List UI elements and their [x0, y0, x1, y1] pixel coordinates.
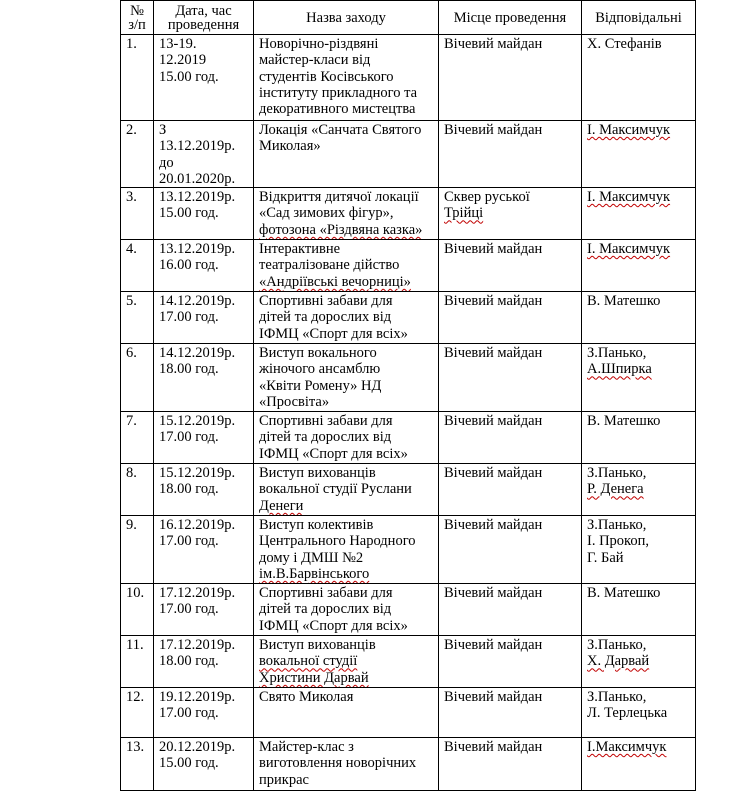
- table-row: [121, 188, 696, 240]
- cell-num: 7.: [121, 412, 154, 464]
- cell-num: 3.: [121, 188, 154, 240]
- cell-resp-line: З.Панько,: [587, 689, 647, 706]
- cell-name-line: Свято Миколая: [259, 689, 354, 706]
- table-row: [121, 636, 696, 688]
- cell-place-line: Вічевий майдан: [444, 36, 543, 52]
- cell-date-line: 16.12.2019р.: [159, 517, 236, 534]
- cell-name-line: студентів Косівського: [259, 68, 394, 85]
- cell-name: [254, 35, 439, 121]
- cell-num: 2.: [121, 121, 154, 188]
- cell-date-line: 17.12.2019р.: [159, 637, 236, 654]
- cell-date-line: 13.12.2019р.: [159, 241, 236, 258]
- cell-resp-line: Х. Дарвай: [587, 653, 650, 670]
- cell-name-line: Виступ вокального: [259, 345, 377, 362]
- cell-name: [254, 240, 439, 292]
- cell-place-line: Вічевий майдан: [444, 241, 543, 258]
- cell-name-line: Миколая»: [259, 138, 321, 155]
- cell-name: [254, 516, 439, 584]
- cell-date-line: 17.00 год.: [159, 533, 219, 550]
- cell-name-line: Виступ колективів: [259, 517, 374, 534]
- cell-name-line: «Сад зимових фігур»,: [259, 205, 394, 222]
- cell-name-line: Майстер-клас з: [259, 739, 354, 756]
- cell-place-line: Вічевий майдан: [444, 345, 543, 362]
- cell-name-line: Спортивні забави для: [259, 293, 393, 310]
- cell-place: [439, 464, 582, 516]
- cell-name-line: виготовлення новорічних: [259, 755, 417, 772]
- cell-num: 11.: [121, 636, 154, 688]
- cell-resp-line: І. Максимчук: [587, 189, 671, 206]
- cell-date-line: 16.00 год.: [159, 257, 219, 274]
- events-table: [120, 0, 696, 791]
- cell-num: 6.: [121, 344, 154, 412]
- cell-name-line: Виступ вихованців: [259, 637, 376, 654]
- cell-name-line: «Андріївські вечорниці»: [259, 273, 411, 290]
- cell-place: [439, 35, 582, 121]
- cell-place: [439, 292, 582, 344]
- table-row: [121, 121, 696, 188]
- cell-date: [154, 738, 254, 791]
- cell-place-line: Вічевий майдан: [444, 122, 543, 138]
- cell-name-line: Центрального Народного: [259, 533, 416, 550]
- cell-resp: [582, 292, 696, 344]
- cell-name: [254, 121, 439, 188]
- table-row: [121, 584, 696, 636]
- cell-name-line: фотозона «Різдвяна казка»: [259, 221, 423, 238]
- cell-num: 4.: [121, 240, 154, 292]
- cell-resp-line: З.Панько,: [587, 637, 647, 654]
- cell-resp: [582, 516, 696, 584]
- cell-name-line: ІФМЦ «Спорт для всіх»: [259, 617, 408, 634]
- cell-resp-line: З.Панько,: [587, 465, 647, 482]
- cell-resp: [582, 344, 696, 412]
- cell-place: [439, 584, 582, 636]
- cell-date-line: 17.00 год.: [159, 309, 219, 326]
- table-row: [121, 688, 696, 738]
- table-row: [121, 412, 696, 464]
- cell-resp-line: І. Максимчук: [587, 122, 671, 138]
- cell-place-line: Трійці: [444, 205, 484, 222]
- cell-resp: [582, 688, 696, 738]
- cell-resp: [582, 738, 696, 791]
- cell-num: 5.: [121, 292, 154, 344]
- cell-place-line: Вічевий майдан: [444, 637, 543, 654]
- cell-num: 8.: [121, 464, 154, 516]
- cell-resp-line: З.Панько,: [587, 345, 647, 362]
- cell-name: [254, 688, 439, 738]
- cell-name: [254, 344, 439, 412]
- cell-name-line: Відкриття дитячої локації: [259, 189, 419, 206]
- cell-date-line: 19.12.2019р.: [159, 689, 236, 706]
- cell-name-line: прикрас: [259, 771, 309, 788]
- cell-resp-line: Р. Денега: [587, 481, 644, 498]
- cell-date: [154, 516, 254, 584]
- cell-date-line: 15.00 год.: [159, 68, 219, 85]
- cell-name-line: дітей та дорослих від: [259, 601, 392, 618]
- cell-resp-line: І.Максимчук: [587, 739, 667, 756]
- cell-date-line: 17.00 год.: [159, 601, 219, 618]
- cell-date: [154, 35, 254, 121]
- header-name: Назва заходу: [254, 1, 439, 35]
- cell-name-line: дітей та дорослих від: [259, 429, 392, 446]
- cell-resp-line: І. Прокоп,: [587, 533, 649, 550]
- cell-name-line: майстер-класи від: [259, 52, 371, 69]
- cell-name-line: Виступ вихованців: [259, 465, 376, 482]
- header-num: № з/п: [121, 1, 154, 35]
- cell-name-line: дому і ДМШ №2: [259, 549, 364, 566]
- cell-date: [154, 688, 254, 738]
- cell-name-line: інституту прикладного та: [259, 84, 418, 101]
- cell-name-line: театралізоване дійство: [259, 257, 400, 274]
- cell-date-line: 15.12.2019р.: [159, 413, 236, 430]
- cell-place: [439, 188, 582, 240]
- cell-num: 13.: [121, 738, 154, 791]
- cell-name-line: Інтерактивне: [259, 241, 341, 258]
- cell-date-line: 20.01.2020р.: [159, 170, 236, 187]
- cell-place: [439, 240, 582, 292]
- table-row: [121, 35, 696, 121]
- cell-date-line: 20.12.2019р.: [159, 739, 236, 756]
- cell-place: [439, 516, 582, 584]
- cell-resp-line: В. Матешко: [587, 293, 661, 310]
- table-row: [121, 240, 696, 292]
- cell-name: [254, 412, 439, 464]
- cell-name: [254, 636, 439, 688]
- cell-date-line: 13-19.: [159, 36, 197, 52]
- cell-date-line: 12.2019: [159, 52, 207, 69]
- cell-date: [154, 121, 254, 188]
- cell-resp: [582, 464, 696, 516]
- cell-name-line: Локація «Санчата Святого: [259, 122, 422, 138]
- cell-date: [154, 240, 254, 292]
- cell-date-line: 17.00 год.: [159, 429, 219, 446]
- cell-resp: [582, 636, 696, 688]
- cell-place-line: Вічевий майдан: [444, 739, 543, 756]
- cell-name-line: вокальної студії: [259, 653, 358, 670]
- cell-resp: [582, 35, 696, 121]
- cell-name: [254, 738, 439, 791]
- cell-date-line: 18.00 год.: [159, 481, 219, 498]
- cell-place: [439, 412, 582, 464]
- cell-name-line: «Просвіта»: [259, 394, 330, 411]
- cell-date: [154, 188, 254, 240]
- cell-place-line: Вічевий майдан: [444, 413, 543, 430]
- cell-resp-line: І. Максимчук: [587, 241, 671, 258]
- cell-place-line: Вічевий майдан: [444, 465, 543, 482]
- cell-num: 10.: [121, 584, 154, 636]
- cell-name-line: ІФМЦ «Спорт для всіх»: [259, 445, 408, 462]
- cell-place: [439, 688, 582, 738]
- cell-date: [154, 464, 254, 516]
- cell-place-line: Вічевий майдан: [444, 585, 543, 602]
- cell-num: 1.: [121, 35, 154, 121]
- cell-name-line: Христини Дарвай: [259, 669, 369, 686]
- cell-date-line: 14.12.2019р.: [159, 293, 236, 310]
- cell-resp: [582, 121, 696, 188]
- cell-date: [154, 412, 254, 464]
- cell-date-line: 13.12.2019р.: [159, 138, 236, 155]
- cell-date: [154, 584, 254, 636]
- table-row: [121, 292, 696, 344]
- cell-date-line: 13.12.2019р.: [159, 189, 236, 206]
- table-row: [121, 738, 696, 791]
- cell-place-line: Вічевий майдан: [444, 293, 543, 310]
- cell-resp-line: З.Панько,: [587, 517, 647, 534]
- cell-date-line: 14.12.2019р.: [159, 345, 236, 362]
- cell-place: [439, 121, 582, 188]
- table-row: [121, 464, 696, 516]
- cell-resp-line: Л. Терлецька: [587, 705, 668, 722]
- cell-name-line: декоративного мистецтва: [259, 101, 416, 118]
- cell-name-line: Новорічно-різдвяні: [259, 36, 379, 52]
- cell-date: [154, 344, 254, 412]
- cell-name-line: жіночого ансамблю: [259, 361, 381, 378]
- cell-place-line: Вічевий майдан: [444, 517, 543, 534]
- cell-name-line: Спортивні забави для: [259, 585, 393, 602]
- cell-place: [439, 344, 582, 412]
- cell-date-line: 17.00 год.: [159, 705, 219, 722]
- header-place: Місце проведення: [439, 1, 582, 35]
- cell-date-line: 15.00 год.: [159, 205, 219, 222]
- cell-date-line: 18.00 год.: [159, 361, 219, 378]
- cell-resp-line: Х. Стефанів: [587, 36, 662, 52]
- cell-resp-line: Г. Бай: [587, 549, 624, 566]
- cell-resp-line: В. Матешко: [587, 585, 661, 602]
- cell-name-line: ім.В.Барвінського: [259, 566, 370, 583]
- cell-resp: [582, 188, 696, 240]
- cell-resp-line: А.Шпирка: [587, 361, 652, 378]
- table-row: [121, 344, 696, 412]
- cell-name-line: дітей та дорослих від: [259, 309, 392, 326]
- cell-name-line: Денеги: [259, 497, 304, 514]
- cell-place: [439, 636, 582, 688]
- cell-date: [154, 292, 254, 344]
- cell-date-line: 15.12.2019р.: [159, 465, 236, 482]
- cell-resp-line: В. Матешко: [587, 413, 661, 430]
- cell-num: 12.: [121, 688, 154, 738]
- header-date: Дата, час проведення: [154, 1, 254, 35]
- cell-place: [439, 738, 582, 791]
- cell-date-line: 18.00 год.: [159, 653, 219, 670]
- cell-name-line: Спортивні забави для: [259, 413, 393, 430]
- cell-name-line: «Квіти Ромену» НД: [259, 377, 382, 394]
- cell-date: [154, 636, 254, 688]
- cell-name: [254, 292, 439, 344]
- cell-name: [254, 188, 439, 240]
- cell-place-line: Вічевий майдан: [444, 689, 543, 706]
- cell-resp: [582, 240, 696, 292]
- cell-date-line: З: [159, 122, 167, 138]
- cell-date-line: 17.12.2019р.: [159, 585, 236, 602]
- cell-date-line: 15.00 год.: [159, 755, 219, 772]
- cell-date-line: до: [159, 154, 174, 171]
- cell-place-line: Сквер руської: [444, 189, 530, 206]
- cell-name: [254, 464, 439, 516]
- header-resp: Відповідальні: [582, 1, 696, 35]
- cell-name-line: ІФМЦ «Спорт для всіх»: [259, 325, 408, 342]
- cell-name-line: вокальної студії Руслани: [259, 481, 412, 498]
- cell-num: 9.: [121, 516, 154, 584]
- cell-resp: [582, 584, 696, 636]
- table-row: [121, 516, 696, 584]
- cell-name: [254, 584, 439, 636]
- header-row: [121, 1, 696, 35]
- cell-resp: [582, 412, 696, 464]
